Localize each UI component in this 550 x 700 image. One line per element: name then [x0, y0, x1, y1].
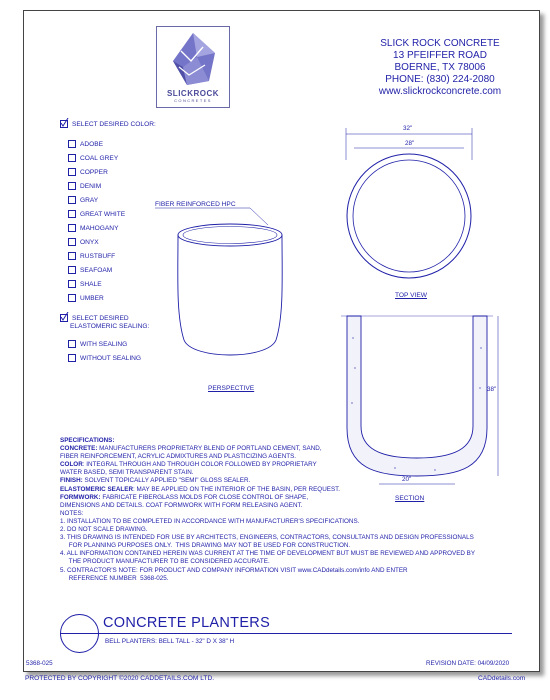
note-2: 2. DO NOT SCALE DRAWING.: [60, 526, 148, 534]
note-3b: FOR PLANNING PURPOSES ONLY. THIS DRAWING MAY NOT BE USED FOR CONSTRUCTION.: [60, 542, 351, 550]
reference-number: 5368-025: [26, 660, 53, 667]
color-option-umber[interactable]: [68, 294, 104, 302]
checkmark-icon: [60, 312, 69, 321]
spec-formwork-text: FABRICATE FIBERGLASS MOLDS FOR CLOSE CONTROL OF SHAPE,: [100, 493, 309, 501]
color-option-rustbuff[interactable]: [68, 252, 115, 260]
color-option-adobe[interactable]: [68, 140, 103, 148]
color-option-label: RUSTBUFF: [80, 252, 116, 260]
color-option-shale[interactable]: [68, 280, 102, 288]
drawing-subtitle: BELL PLANTERS: BELL TALL - 32" D X 38" H: [105, 638, 235, 645]
company-address-line2: BOERNE, TX 78006: [394, 62, 486, 73]
spec-formwork-label: FORMWORK:: [60, 493, 101, 501]
logo-name: SLICKROCK: [166, 89, 220, 98]
sealing-option-with[interactable]: [68, 340, 127, 348]
spec-heading: SPECIFICATIONS:: [60, 437, 115, 444]
spec-finish-text: SOLVENT TOPICALLY APPLIED "SEMI" GLOSS SEALER.: [82, 477, 251, 485]
spec-color-text2: WATER BASED, SEMI TRANSPARENT STAIN.: [60, 469, 194, 477]
color-option-label: UMBER: [80, 294, 104, 302]
color-heading: SELECT DESIRED COLOR:: [72, 120, 156, 128]
color-option-denim[interactable]: [68, 182, 101, 190]
company-name: SLICK ROCK CONCRETE: [380, 38, 500, 49]
sealing-option-label: WITHOUT SEALING: [80, 354, 142, 362]
color-option-label: ONYX: [80, 238, 99, 246]
color-option-label: DENIM: [80, 182, 102, 190]
sealing-heading-checkbox[interactable]: [60, 314, 68, 322]
notes-heading: NOTES:: [60, 509, 84, 517]
company-address-line1: 13 PFEIFFER ROAD: [393, 50, 487, 61]
checkbox-umber[interactable]: [68, 294, 76, 302]
color-option-label: ADOBE: [80, 140, 104, 148]
checkbox-denim[interactable]: [68, 182, 76, 190]
checkbox-shale[interactable]: [68, 280, 76, 288]
color-option-seafoam[interactable]: [68, 266, 112, 274]
perspective-label: PERSPECTIVE: [208, 385, 255, 392]
spec-concrete-label: CONCRETE:: [60, 445, 98, 453]
company-phone: PHONE: (830) 224-2080: [385, 74, 495, 85]
title-rule: [102, 633, 512, 634]
drawing-title: CONCRETE PLANTERS: [103, 615, 271, 631]
checkbox-onyx[interactable]: [68, 238, 76, 246]
color-option-label: COAL GREY: [80, 154, 119, 162]
color-option-coal-grey[interactable]: [68, 154, 118, 162]
checkbox-with-sealing[interactable]: [68, 340, 76, 348]
dim-outer-diameter: 32": [403, 125, 413, 132]
checkbox-copper[interactable]: [68, 168, 76, 176]
sealing-heading-row: [60, 314, 129, 322]
copyright-notice: PROTECTED BY COPYRIGHT ©2020 CADDETAILS.COM LTD.: [25, 675, 215, 682]
checkbox-great-white[interactable]: [68, 210, 76, 218]
spec-finish-label: FINISH:: [60, 477, 83, 485]
section-label: SECTION: [395, 495, 425, 502]
color-option-gray[interactable]: [68, 196, 98, 204]
perspective-drawing: [150, 195, 300, 385]
checkbox-adobe[interactable]: [68, 140, 76, 148]
color-option-copper[interactable]: [68, 168, 108, 176]
checkmark-icon: [60, 118, 69, 127]
checkbox-without-sealing[interactable]: [68, 354, 76, 362]
note-4a: 4. ALL INFORMATION CONTAINED HEREIN WAS CURRENT AT THE TIME OF DEVELOPMENT BUT MUST BE REVIEWED AND APPROVED BY: [60, 550, 476, 558]
spec-concrete-text: MANUFACTURERS PROPRIETARY BLEND OF PORTLAND CEMENT, SAND,: [97, 445, 322, 453]
company-info: [360, 38, 520, 98]
title-symbol-line: [60, 633, 102, 634]
checkbox-seafoam[interactable]: [68, 266, 76, 274]
color-option-great-white[interactable]: [68, 210, 125, 218]
checkbox-mahogany[interactable]: [68, 224, 76, 232]
note-3a: 3. THIS DRAWING IS INTENDED FOR USE BY ARCHITECTS, ENGINEERS, CONTRACTORS, CONSULTANTS AND DESIGN PROFESSIONALS: [60, 534, 474, 542]
sealing-heading-line2: ELASTOMERIC SEALING:: [70, 323, 150, 330]
sealing-heading-line1: SELECT DESIRED: [72, 314, 129, 322]
color-option-onyx[interactable]: [68, 238, 99, 246]
dim-height: 38": [487, 386, 497, 393]
dim-inner-diameter: 28": [405, 140, 415, 147]
dim-base: 20": [402, 476, 412, 483]
footer-brand-link[interactable]: CADdetails.com: [478, 675, 526, 682]
spec-color-label: COLOR: [60, 461, 83, 469]
note-5b: REFERENCE NUMBER 5368-025.: [60, 574, 169, 582]
spec-sealer-label: ELASTOMERIC SEALER: [60, 485, 134, 493]
note-5a: 5. CONTRACTOR'S NOTE: FOR PRODUCT AND COMPANY INFORMATION VISIT www.CADdetails.com/info AND ENTER: [60, 566, 408, 574]
color-option-label: SEAFOAM: [80, 266, 113, 274]
checkbox-rustbuff[interactable]: [68, 252, 76, 260]
top-view-label: TOP VIEW: [395, 292, 427, 299]
material-callout: FIBER REINFORCED HPC: [155, 201, 236, 208]
sealing-option-label: WITH SEALING: [80, 340, 128, 348]
spec-formwork-text2: DIMENSIONS AND DETAILS. COAT FORMWORK WITH FORM RELEASING AGENT.: [60, 501, 303, 509]
color-option-label: GRAY: [80, 196, 99, 204]
logo-tagline: CONCRETES: [174, 98, 212, 103]
checkbox-gray[interactable]: [68, 196, 76, 204]
note-1: 1. INSTALLATION TO BE COMPLETED IN ACCORDANCE WITH MANUFACTURER'S SPECIFICATIONS.: [60, 517, 360, 525]
spec-concrete-text2: FIBER REINFORCEMENT, ACRYLIC ADMIXTURES AND PLASTICIZING AGENTS.: [60, 453, 297, 461]
revision-date: REVISION DATE: 04/09/2020: [426, 660, 510, 667]
color-heading-checkbox[interactable]: [60, 120, 68, 128]
color-option-mahogany[interactable]: [68, 224, 118, 232]
spec-color-text: : INTEGRAL THROUGH AND THROUGH COLOR FOLLOWED BY PROPRIETARY: [82, 461, 317, 469]
company-logo: [156, 26, 230, 108]
checkbox-coal-grey[interactable]: [68, 154, 76, 162]
color-option-label: SHALE: [80, 280, 102, 288]
color-option-label: GREAT WHITE: [80, 210, 126, 218]
color-option-label: COPPER: [80, 168, 108, 176]
note-4b: THE PRODUCT MANUFACTURER TO BE CONSIDERED ACCURATE.: [60, 558, 270, 566]
color-heading-row: [60, 120, 156, 128]
sealing-option-without[interactable]: [68, 354, 141, 362]
spec-sealer-text: : MAY BE APPLIED ON THE INTERIOR OF THE BASIN, PER REQUEST.: [133, 485, 341, 493]
company-website[interactable]: www.slickrockconcrete.com: [378, 86, 502, 97]
color-option-label: MAHOGANY: [80, 224, 119, 232]
specifications: [60, 437, 490, 583]
